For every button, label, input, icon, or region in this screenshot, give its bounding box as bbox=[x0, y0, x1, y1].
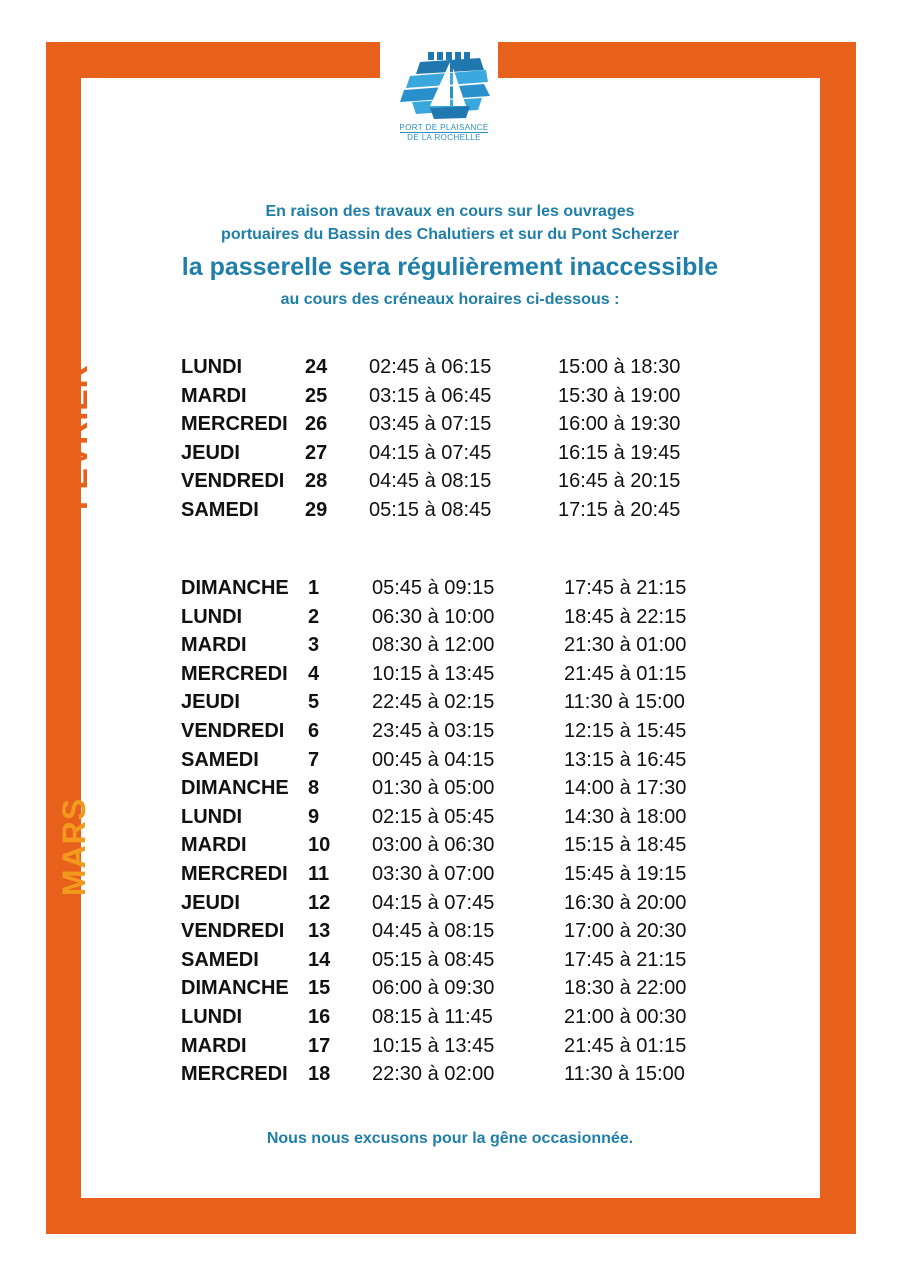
schedule-row bbox=[0, 946, 900, 974]
schedule-row bbox=[0, 774, 900, 802]
schedule-row bbox=[0, 467, 900, 495]
schedule-row bbox=[0, 660, 900, 688]
schedule-row bbox=[0, 1032, 900, 1060]
day-number: 10 bbox=[308, 834, 331, 857]
time-slot-1: 05:15 à 08:45 bbox=[369, 499, 492, 521]
schedule-row bbox=[0, 382, 900, 410]
logo-text-line1: PORT DE PLAISANCE bbox=[399, 123, 489, 132]
day-number: 1 bbox=[308, 577, 320, 599]
time-slot-2: 16:15 à 19:45 bbox=[558, 441, 681, 464]
headline: la passerelle sera régulièrement inaccessible bbox=[181, 253, 719, 281]
day-number: 5 bbox=[308, 691, 320, 714]
time-slot-2: 17:15 à 20:45 bbox=[558, 499, 681, 521]
time-slot-2: 15:30 à 19:00 bbox=[558, 384, 681, 407]
time-slot-1: 23:45 à 03:15 bbox=[372, 720, 495, 742]
time-slot-1: 10:15 à 13:45 bbox=[372, 1034, 495, 1057]
day-label: MERCREDI bbox=[181, 413, 288, 436]
day-number: 11 bbox=[308, 863, 330, 885]
day-label: JEUDI bbox=[181, 691, 240, 714]
day-label: MERCREDI bbox=[181, 863, 288, 885]
logo-text-line2: DE LA ROCHELLE bbox=[407, 133, 481, 142]
day-label: MERCREDI bbox=[181, 1063, 288, 1086]
time-slot-2: 11:30 à 15:00 bbox=[564, 691, 685, 714]
day-label: LUNDI bbox=[181, 805, 243, 828]
day-number: 12 bbox=[308, 891, 331, 914]
time-slot-1: 03:30 à 07:00 bbox=[372, 863, 495, 885]
time-slot-2: 16:00 à 19:30 bbox=[558, 413, 681, 436]
day-label: DIMANCHE bbox=[181, 777, 289, 800]
day-label: VENDREDI bbox=[181, 470, 285, 493]
day-label: DIMANCHE bbox=[181, 977, 289, 1000]
time-slot-1: 04:45 à 08:15 bbox=[369, 470, 492, 493]
day-number: 26 bbox=[305, 413, 328, 436]
day-number: 16 bbox=[308, 1006, 331, 1028]
time-slot-1: 22:45 à 02:15 bbox=[372, 691, 495, 714]
time-slot-2: 16:45 à 20:15 bbox=[558, 470, 681, 493]
day-label: LUNDI bbox=[181, 1006, 243, 1028]
time-slot-1: 06:00 à 09:30 bbox=[372, 977, 495, 1000]
schedule-row bbox=[0, 831, 900, 859]
day-number: 29 bbox=[305, 499, 328, 521]
intro-line-2: portuaires du Bassin des Chalutiers et sur du Pont Scherzer bbox=[221, 226, 679, 243]
schedule-row bbox=[0, 803, 900, 831]
schedule-row bbox=[0, 860, 900, 888]
time-slot-2: 21:45 à 01:15 bbox=[564, 1034, 687, 1057]
time-slot-2: 21:30 à 01:00 bbox=[564, 634, 687, 657]
schedule-row bbox=[0, 974, 900, 1002]
schedule-row bbox=[0, 603, 900, 631]
time-slot-2: 15:00 à 18:30 bbox=[558, 356, 681, 378]
time-slot-1: 08:30 à 12:00 bbox=[372, 634, 495, 657]
time-slot-1: 02:45 à 06:15 bbox=[369, 356, 492, 378]
day-label: VENDREDI bbox=[181, 920, 285, 943]
day-number: 6 bbox=[308, 720, 320, 742]
time-slot-2: 13:15 à 16:45 bbox=[564, 748, 687, 771]
schedule-row bbox=[0, 717, 900, 745]
intro-line-1: En raison des travaux en cours sur les ouvrages bbox=[265, 203, 635, 220]
day-number: 28 bbox=[305, 470, 328, 493]
day-number: 25 bbox=[305, 384, 328, 407]
schedule-row bbox=[0, 631, 900, 659]
day-number: 27 bbox=[305, 441, 328, 464]
time-slot-1: 02:15 à 05:45 bbox=[372, 805, 495, 828]
day-label: MARDI bbox=[181, 834, 247, 857]
day-number: 24 bbox=[305, 356, 328, 378]
day-number: 15 bbox=[308, 977, 331, 1000]
sailboat-tower-logo-icon bbox=[400, 48, 494, 120]
day-number: 8 bbox=[308, 777, 320, 800]
day-label: VENDREDI bbox=[181, 720, 285, 742]
day-label: LUNDI bbox=[181, 356, 243, 378]
time-slot-2: 18:45 à 22:15 bbox=[564, 605, 687, 628]
time-slot-2: 17:45 à 21:15 bbox=[564, 948, 687, 971]
schedule-row bbox=[0, 688, 900, 716]
month-label-march: MARS bbox=[56, 797, 92, 897]
time-slot-1: 10:15 à 13:45 bbox=[372, 662, 495, 685]
day-number: 9 bbox=[308, 805, 320, 828]
apology-footer: Nous nous excusons pour la gêne occasionnée. bbox=[266, 1130, 634, 1147]
time-slot-2: 16:30 à 20:00 bbox=[564, 891, 687, 914]
day-label: JEUDI bbox=[181, 441, 240, 464]
day-number: 14 bbox=[308, 948, 331, 971]
schedule-row bbox=[0, 410, 900, 438]
time-slot-2: 18:30 à 22:00 bbox=[564, 977, 687, 1000]
time-slot-1: 22:30 à 02:00 bbox=[372, 1063, 495, 1086]
schedule-row bbox=[0, 917, 900, 945]
day-label: MERCREDI bbox=[181, 662, 288, 685]
day-label: MARDI bbox=[181, 384, 247, 407]
time-slot-1: 01:30 à 05:00 bbox=[372, 777, 495, 800]
schedule-row bbox=[0, 574, 900, 602]
day-number: 2 bbox=[308, 605, 320, 628]
time-slot-1: 04:15 à 07:45 bbox=[369, 441, 492, 464]
time-slot-2: 17:45 à 21:15 bbox=[564, 577, 687, 599]
time-slot-1: 06:30 à 10:00 bbox=[372, 605, 495, 628]
time-slot-1: 00:45 à 04:15 bbox=[372, 748, 495, 771]
day-label: SAMEDI bbox=[181, 948, 259, 971]
time-slot-2: 15:15 à 18:45 bbox=[564, 834, 687, 857]
schedule-row bbox=[0, 496, 900, 524]
day-label: SAMEDI bbox=[181, 499, 259, 521]
time-slot-1: 05:15 à 08:45 bbox=[372, 948, 495, 971]
day-number: 4 bbox=[308, 662, 320, 685]
day-number: 13 bbox=[308, 920, 331, 943]
day-label: SAMEDI bbox=[181, 748, 259, 771]
day-label: MARDI bbox=[181, 634, 247, 657]
time-slot-1: 04:15 à 07:45 bbox=[372, 891, 495, 914]
time-slot-1: 04:45 à 08:15 bbox=[372, 920, 495, 943]
day-label: MARDI bbox=[181, 1034, 247, 1057]
schedule-row bbox=[0, 1003, 900, 1031]
time-slot-1: 03:00 à 06:30 bbox=[372, 834, 495, 857]
time-slot-2: 21:45 à 01:15 bbox=[564, 662, 687, 685]
day-label: LUNDI bbox=[181, 605, 243, 628]
day-number: 18 bbox=[308, 1063, 331, 1086]
time-slot-2: 14:30 à 18:00 bbox=[564, 805, 687, 828]
schedule-row bbox=[0, 353, 900, 381]
intro-line-3: au cours des créneaux horaires ci-dessous : bbox=[280, 291, 620, 308]
day-label: DIMANCHE bbox=[181, 577, 289, 599]
time-slot-2: 14:00 à 17:30 bbox=[564, 777, 687, 800]
month-label-february: FÉVRIER bbox=[58, 364, 94, 510]
schedule-row bbox=[0, 439, 900, 467]
time-slot-2: 17:00 à 20:30 bbox=[564, 920, 687, 943]
time-slot-2: 21:00 à 00:30 bbox=[564, 1006, 687, 1028]
day-number: 3 bbox=[308, 634, 320, 657]
day-number: 7 bbox=[308, 748, 320, 771]
day-label: JEUDI bbox=[181, 891, 240, 914]
time-slot-2: 15:45 à 19:15 bbox=[564, 863, 687, 885]
time-slot-1: 03:45 à 07:15 bbox=[369, 413, 492, 436]
time-slot-1: 03:15 à 06:45 bbox=[369, 384, 492, 407]
time-slot-2: 12:15 à 15:45 bbox=[564, 720, 687, 742]
time-slot-1: 05:45 à 09:15 bbox=[372, 577, 495, 599]
schedule-row bbox=[0, 746, 900, 774]
schedule-row bbox=[0, 889, 900, 917]
schedule-row bbox=[0, 1060, 900, 1088]
time-slot-1: 08:15 à 11:45 bbox=[372, 1006, 493, 1028]
time-slot-2: 11:30 à 15:00 bbox=[564, 1063, 685, 1086]
day-number: 17 bbox=[308, 1034, 331, 1057]
